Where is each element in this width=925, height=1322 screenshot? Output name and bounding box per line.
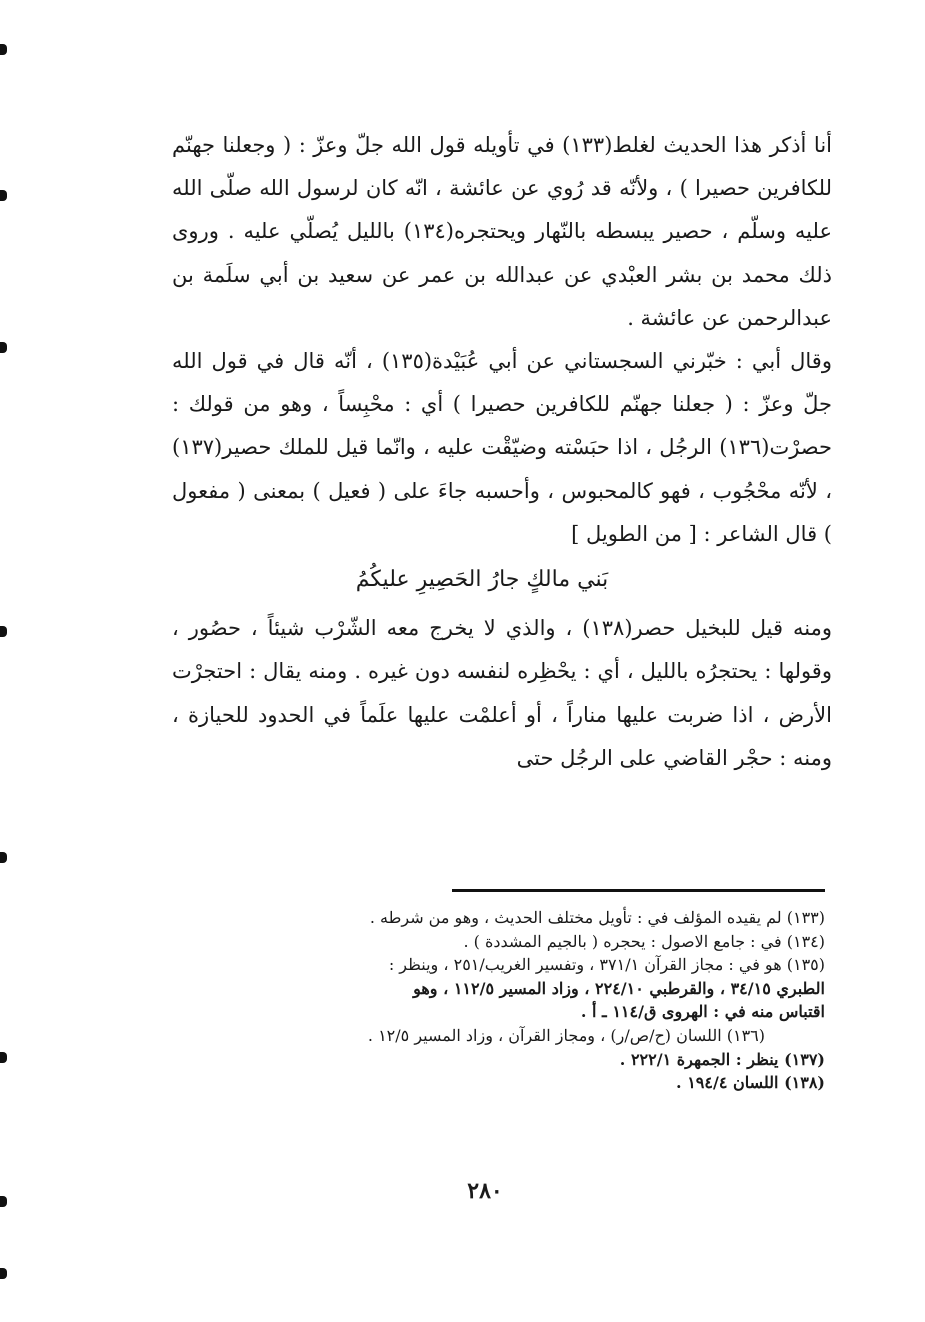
footnote: (١٣٨) اللسان ١٩٤/٤ .: [676, 1073, 825, 1093]
footnote: (١٣٤) في : جامع الاصول : يحجره ( بالجيم المشددة ) .: [463, 931, 825, 951]
paragraph: ومنه قيل للبخيل حصر(١٣٨) ، والذي لا يخرج معه الشّرْب شيئاً ، حصُور ، وقولها : يحتجرُه بالليل ، أي : يحْظِره لنفسه دون غيره . ومنه يقال : احتجرْت الأرض ، اذا ضربت عليها مناراً ، أو أعلمْت عليها علَماً في الحدود للحيازة ، ومنه : حجْر القاضي على الرجُل حتى: [172, 616, 833, 770]
binding-hole-mark: [0, 626, 7, 637]
binding-hole-mark: [0, 342, 7, 353]
paragraph: وقال أبي : خبّرني السجستاني عن أبي عُبَيْدة(١٣٥) ، أنّه قال في قول الله جلّ وعزّ : ( جعلنا جهنّم للكافرين حصيرا ) أي : محْبِساً ، وهو من قولك : حصرْت(١٣٦) الرجُل ، اذا حبَسْته وضيّقْت عليه ، وانّما قيل للملك حصير(١٣٧) ، لأنّه محْجُوب ، فهو كالمحبوس ، وأحسبه جاءَ على ( فعيل ) بمعنى ( مفعول ) قال الشاعر : [ من الطويل ]: [172, 349, 832, 546]
footnote: (١٣٥) هو في : مجاز القرآن ٣٧١/١ ، وتفسير الغريب/٢٥١ ، وينظر :: [388, 955, 825, 975]
footnote: (١٣٦) اللسان (ح/ص/ر) ، ومجاز القرآن ، وزاد المسير ١٢/٥ .: [367, 1025, 765, 1045]
binding-hole-mark: [0, 1196, 7, 1207]
footnote-separator: [452, 889, 825, 892]
binding-hole-mark: [0, 44, 7, 55]
binding-hole-mark: [0, 1052, 7, 1063]
paragraph: أنا أذكر هذا الحديث لغلط(١٣٣) في تأويله قول الله جلّ وعزّ : ( وجعلنا جهنّم للكافرين حصيرا ) ، ولأنّه قد رُوي عن عائشة ، انّه كان لرسول الله صلّى الله عليه وسلّم ، حصير يبسطه بالنّهار ويحتجره(١٣٤) بالليل يُصلّي عليه . وروى ذلك محمد بن بشر العبْدي عن عبدالله بن عمر عن سعيد بن أبي سلَمة بن عبدالرحمن عن عائشة .: [172, 133, 832, 330]
footnote: (١٣٧) ينظر : الجمهرة ٢٢٢/١ .: [619, 1049, 825, 1069]
binding-hole-mark: [0, 1268, 7, 1279]
footnote: (١٣٣) لم يقيده المؤلف في : تأويل مختلف الحديث ، وهو من شرطه .: [369, 908, 825, 927]
footnote-continuation: اقتباس منه في : الهروى ق/١١٤ ـ أ .: [580, 1002, 825, 1022]
poetry-verse: بَني مالكٍ جارُ الحَصِيرِ عليكُمُ: [355, 567, 609, 593]
binding-hole-mark: [0, 852, 7, 863]
page-number: ٢٨٠: [467, 1178, 503, 1204]
footnotes: [205, 906, 825, 1095]
main-text: [172, 124, 832, 780]
footnote-continuation: الطبري ٣٤/١٥ ، والقرطبي ٢٢٤/١٠ ، وزاد المسير ١١٢/٥ ، وهو: [413, 978, 825, 998]
binding-hole-mark: [0, 190, 7, 201]
